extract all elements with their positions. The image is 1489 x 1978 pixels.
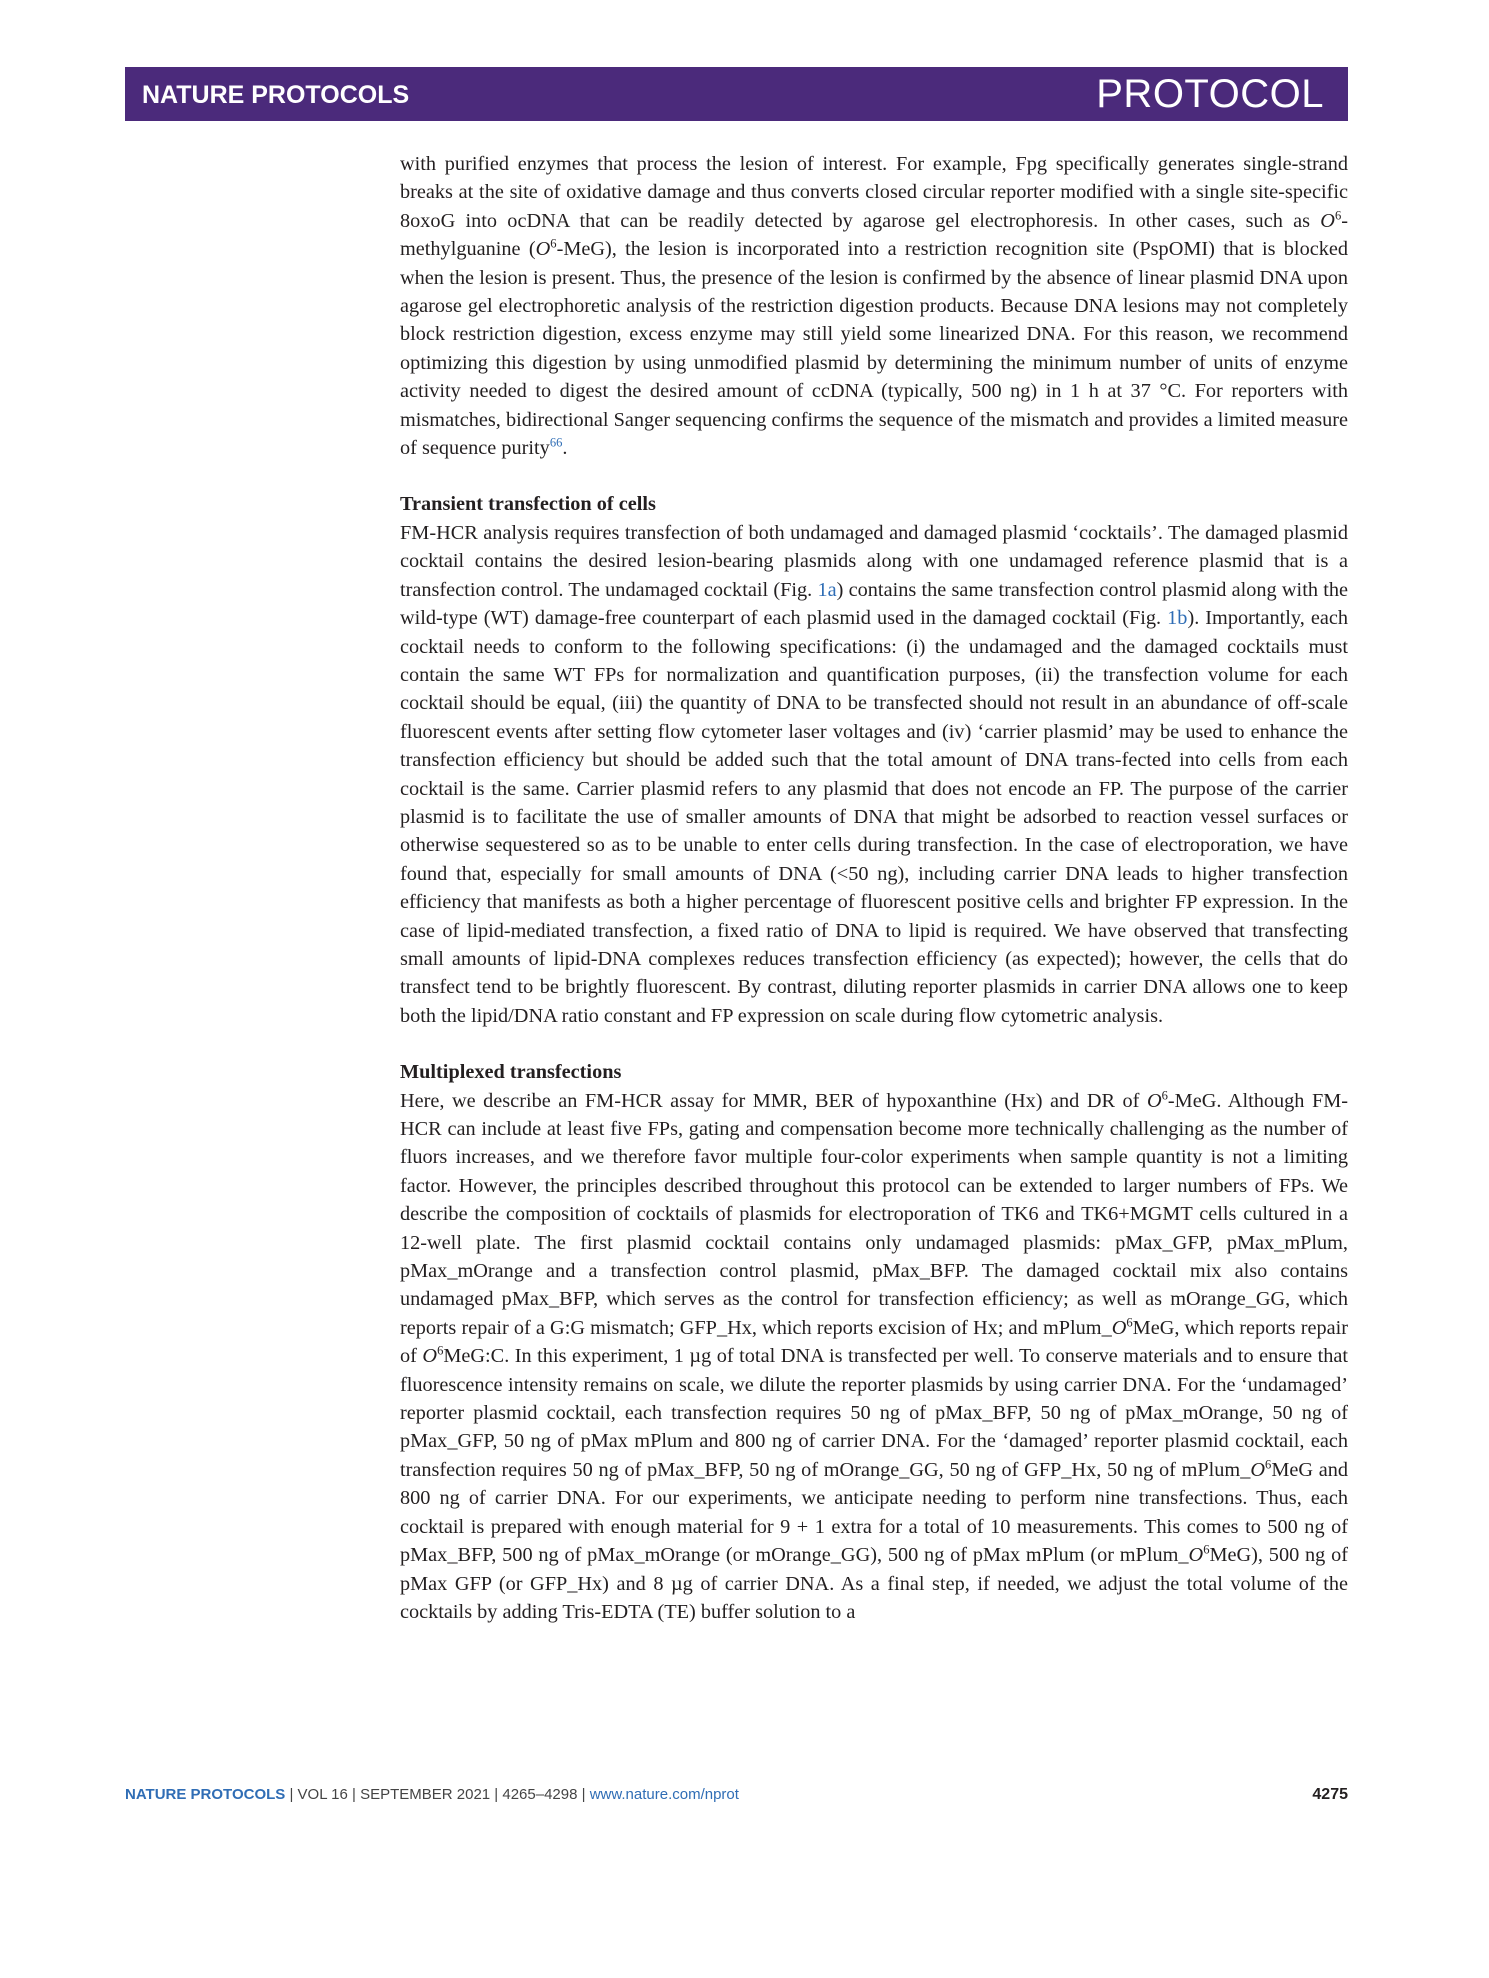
article-body <box>400 150 1348 1626</box>
page-number: 4275 <box>1312 1786 1348 1803</box>
paragraph-transfection: FM-HCR analysis requires transfection of both undamaged and damaged plasmid ‘cocktails’. The damaged plasmid cocktail contains the desired lesion-bearing plasmids along with one undamaged reference plasmid that is a transfection control. The undamaged cocktail (Fig. 1a) contains the same transfection control plasmid along with the wild-type (WT) damage-free counterpart of each plasmid used in the damaged cocktail (Fig. 1b). Importantly, each cocktail needs to conform to the following specifications: (i) the undamaged and the damaged cocktails must contain the same WT FPs for normalization and quantification purposes, (ii) the transfection volume for each cocktail should be equal, (iii) the quantity of DNA to be transfected should not result in an abundance of off-scale fluorescent events after setting flow cytometer laser voltages and (iv) ‘carrier plasmid’ may be used to enhance the transfection efficiency but should be added such that the total amount of DNA trans-fected into cells from each cocktail is the same. Carrier plasmid refers to any plasmid that does not encode an FP. The purpose of the carrier plasmid is to facilitate the use of smaller amounts of DNA that might be adsorbed to reaction vessel surfaces or otherwise sequestered so as to be unable to enter cells during transfection. In the case of electroporation, we have found that, especially for small amounts of DNA (<50 ng), including carrier DNA leads to higher transfection efficiency that manifests as both a higher percentage of fluorescent positive cells and brighter FP expression. In the case of lipid-mediated transfection, a fixed ratio of DNA to lipid is required. We have observed that transfecting small amounts of lipid-DNA complexes reduces transfection efficiency (as expected); however, the cells that do transfect tend to be brightly fluorescent. By contrast, diluting reporter plasmids in carrier DNA allows one to keep both the lipid/DNA ratio constant and FP expression on scale during flow cytometric analysis. <box>400 521 1348 1027</box>
footer-citation: NATURE PROTOCOLS | VOL 16 | SEPTEMBER 2021 | 4265–4298 | www.nature.com/nprot <box>125 1786 739 1803</box>
section-heading-transfection: Transient transfection of cells <box>400 493 656 516</box>
footer-volume: VOL 16 <box>297 1786 348 1803</box>
section-heading-multiplexed: Multiplexed transfections <box>400 1061 622 1084</box>
journal-name: NATURE PROTOCOLS <box>142 81 410 109</box>
paragraph-multiplexed: Here, we describe an FM-HCR assay for MMR, BER of hypoxanthine (Hx) and DR of $O^6$-MeG. Although FM-HCR can include at least five FPs, gating and compensation become more technically challenging as the number of fluors increases, and we therefore favor multiple four-color experiments when sample quantity is not a limiting factor. However, the principles described throughout this protocol can be extended to larger numbers of FPs. We describe the composition of cocktails of plasmids for electroporation of TK6 and TK6+MGMT cells cultured in a 12-well plate. The first plasmid cocktail contains only undamaged plasmids: pMax_GFP, pMax_mPlum, pMax_mOrange and a transfection control plasmid, pMax_BFP. The damaged cocktail mix also contains undamaged pMax_BFP, which serves as the control for transfection efficiency; as well as mOrange_GG, which reports repair of a G:G mismatch; GFP_Hx, which reports excision of Hx; and $mPlum\_O^6MeG$, which reports repair of $O^6MeG:C$. In this experiment, 1 µg of total DNA is transfected per well. To conserve materials and to ensure that fluorescence intensity remains on scale, we dilute the reporter plasmids by using carrier DNA. For the ‘undamaged’ reporter plasmid cocktail, each transfection requires 50 ng of pMax_BFP, 50 ng of pMax_mOrange, 50 ng of pMax_GFP, 50 ng of pMax mPlum and 800 ng of carrier DNA. For the ‘damaged’ reporter plasmid cocktail, each transfection requires 50 ng of pMax_BFP, 50 ng of mOrange_GG, 50 ng of GFP_Hx, 50 ng of $mPlum\_O^6MeG$ and 800 ng of carrier DNA. For our experiments, we anticipate needing to perform nine transfections. Thus, each cocktail is prepared with enough material for 9 + 1 extra for a total of 10 measurements. This comes to 500 ng of pMax_BFP, 500 ng of pMax_mOrange (or mOrange_GG), 500 ng of pMax mPlum (or $mPlum\_O^6MeG$), 500 ng of pMax GFP (or GFP_Hx) and 8 µg of carrier DNA. As a final step, if needed, we adjust the total volume of the cocktails by adding Tris-EDTA (TE) buffer solution to a <box>400 1088 1349 1623</box>
figure-ref-1b[interactable]: 1b <box>1167 607 1188 630</box>
journal-header-bar <box>125 67 1348 121</box>
footer-date: SEPTEMBER 2021 <box>360 1786 491 1803</box>
footer-pages: 4265–4298 <box>502 1786 578 1803</box>
footer-url-link[interactable]: www.nature.com/nprot <box>589 1786 739 1803</box>
article-type-label: PROTOCOL <box>1096 72 1324 116</box>
citation-66[interactable]: 66 <box>549 435 563 450</box>
figure-ref-1a[interactable]: 1a <box>817 578 837 601</box>
footer-journal-name: NATURE PROTOCOLS <box>125 1786 286 1803</box>
paragraph-lesion-verification: with purified enzymes that process the lesion of interest. For example, Fpg specifically generates single-strand breaks at the site of oxidative damage and thus converts closed circular reporter modified with a single site-specific 8oxoG into ocDNA that can be readily detected by agarose gel electrophoresis. In other cases, such as $O^6$-methylguanine $(O^6-MeG)$, the lesion is incorporated into a restriction recognition site (PspOMI) that is blocked when the lesion is present. Thus, the presence of the lesion is confirmed by the absence of linear plasmid DNA upon agarose gel electrophoretic analysis of the restriction digestion products. Because DNA lesions may not completely block restriction digestion, excess enzyme may still yield some linearized DNA. For this reason, we recommend optimizing this digestion by using unmodified plasmid by determining the minimum number of units of enzyme activity needed to digest the desired amount of ccDNA (typically, 500 ng) in 1 h at 37 °C. For reporters with mismatches, bidirectional Sanger sequencing confirms the sequence of the mismatch and provides a limited measure of sequence purity$^{66}$. <box>400 153 1348 460</box>
page-footer <box>125 1783 1348 1807</box>
